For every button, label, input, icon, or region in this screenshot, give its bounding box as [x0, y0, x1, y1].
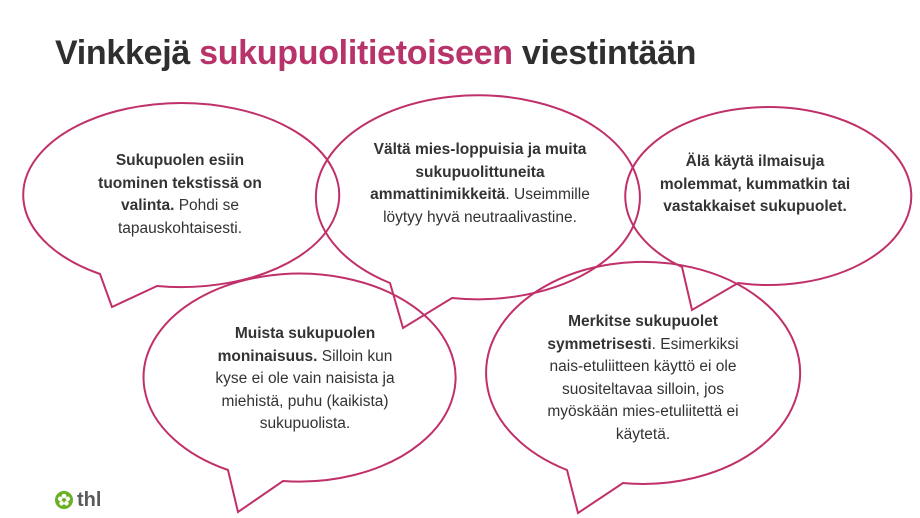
bubble-1-text	[85, 150, 275, 240]
title-highlight: sukupuolitietoiseen	[199, 34, 513, 72]
title-part-1: Vinkkejä	[55, 34, 200, 72]
bubble-3-text	[653, 151, 858, 219]
bubble-4-normal: Silloin kun kyse ei ole vain naisista ja miehistä, puhu (kaikista) sukupuolista.	[215, 347, 395, 432]
bubble-3-bold: Älä käytä ilmaisuja molemmat, kummatkin tai vastakkaiset sukupuolet.	[659, 153, 851, 215]
bubble-5-text	[531, 311, 756, 446]
bubble-2-text	[360, 139, 600, 229]
bubble-4-text	[200, 323, 410, 436]
bubble-2-bold: Vältä mies-loppuisia ja muita sukupuolittuneita ammattinimikkeitä	[370, 141, 587, 203]
bubble-2-normal: . Useimmille löytyy hyvä neutraalivastine.	[383, 186, 590, 226]
bubble-4-bold: Muista sukupuolen moninaisuus.	[217, 325, 376, 365]
bubble-1-bold: Sukupuolen esiin tuominen tekstissä on valinta.	[98, 152, 262, 214]
logo-text: thl	[77, 489, 102, 511]
title-part-2: viestintään	[512, 34, 697, 72]
bubble-1-normal: Pohdi se tapauskohtaisesti.	[117, 197, 243, 237]
flower-icon	[55, 491, 73, 509]
bubble-5-bold: Merkitse sukupuolet symmetrisesti	[547, 313, 718, 353]
thl-logo	[55, 490, 101, 510]
bubble-5-normal: . Esimerkiksi nais-etuliitteen käyttö ei ole suositeltavaa silloin, jos myöskään mies-etuliitettä ei käytetä.	[547, 335, 739, 443]
